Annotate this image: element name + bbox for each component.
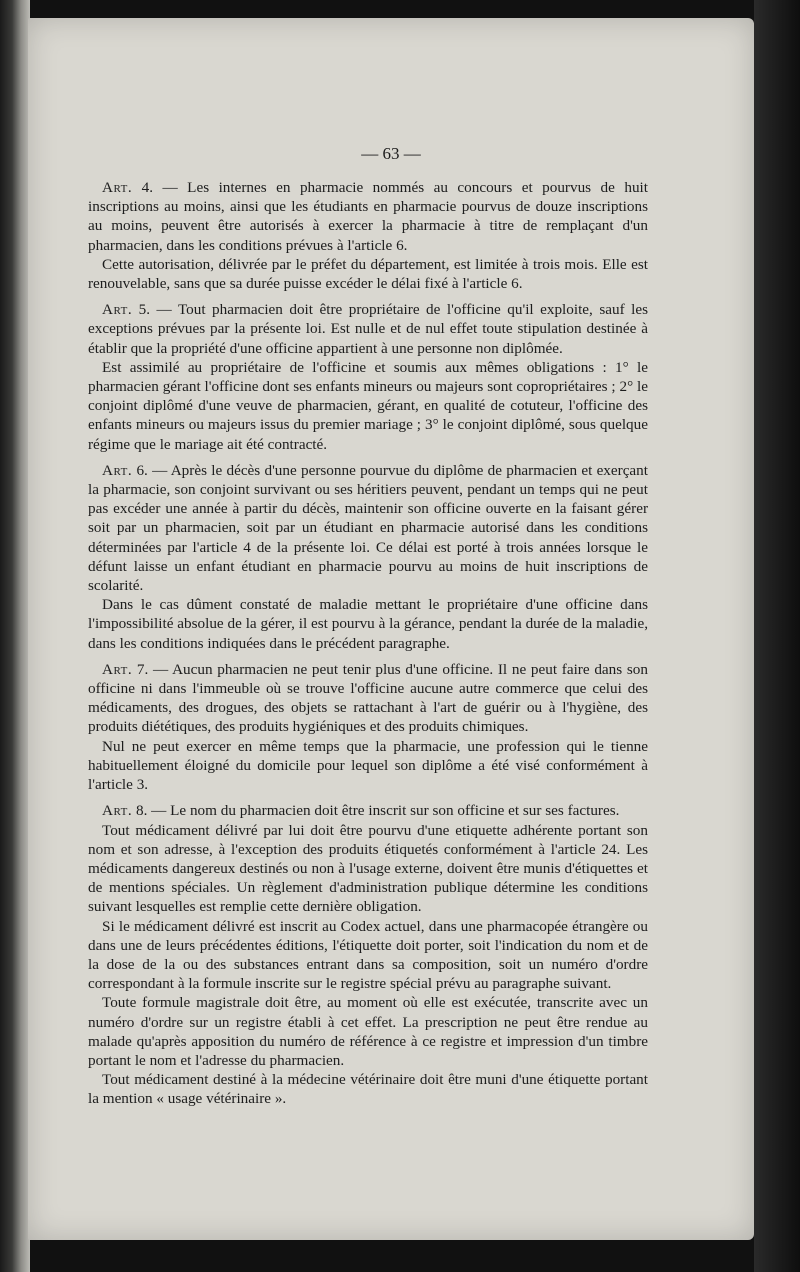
page-body <box>88 178 648 1116</box>
article-4 <box>88 178 648 293</box>
article-paragraph: Toute formule magistrale doit être, au moment où elle est exécutée, transcrite avec un numéro d'ordre sur un registre établi à cet effet. La prescription ne peut être rendue au malade qu'après apposition du numéro de référence à ce registre et impression d'un timbre portant le nom et l'adresse du pharmacien. <box>88 994 648 1069</box>
article-paragraph: Nul ne peut exercer en même temps que la pharmacie, une profession qui le tienne habituellement éloigné du domicile pour lequel son diplôme a été visé conformément à l'article 3. <box>88 737 648 794</box>
article-paragraph: Tout médicament délivré par lui doit être pourvu d'une etiquette adhérente portant son nom et son adresse, à l'exception des produits étiquetés conformément à l'article 24. Les médicaments dangereux destinés ou non à l'usage externe, doivent être munis d'étiquettes et de mentions spéciales. Un règlement d'administration publique détermine les conditions suivant lesquelles est remplie cette dernière obligation. <box>88 821 648 916</box>
article-label: Art. <box>102 179 133 196</box>
article-paragraph: Art. 7. — Aucun pharmacien ne peut tenir plus d'une officine. Il ne peut faire dans son officine ni dans l'immeuble où se trouve l'officine aucune autre commerce que celui des médicaments, des drogues, des objets se rattachant à l'art de guérir ou à l'hygiène, des produits diététiques, des produits hygiéniques et des produits chimiques. <box>88 660 648 736</box>
book-spine-edge <box>0 0 30 1272</box>
article-paragraph: Cette autorisation, délivrée par le préfet du département, est limitée à trois mois. Elle est renouvelable, sans que sa durée puisse excéder le délai fixé à l'article 6. <box>88 255 648 293</box>
article-label: Art. <box>102 802 133 820</box>
article-paragraph: Tout médicament destiné à la médecine vétérinaire doit être muni d'une étiquette portant la mention « usage vétérinaire ». <box>88 1071 648 1108</box>
article-paragraph: Art. 8. — Le nom du pharmacien doit être inscrit sur son officine et sur ses factures. <box>102 802 620 820</box>
book-page <box>28 18 754 1240</box>
article-paragraph: Art. 5. — Tout pharmacien doit être propriétaire de l'officine qu'il exploite, sauf les exceptions prévues par la présente loi. Est nulle et de nul effet toute stipulation destinée à établir que la propriété d'une officine appartient à une personne non diplômée. <box>88 301 648 357</box>
page-number: — 63 — <box>361 144 421 163</box>
article-label: Art. <box>102 461 133 479</box>
article-label: Art. <box>102 301 133 319</box>
article-paragraph: Dans le cas dûment constaté de maladie mettant le propriétaire d'une officine dans l'impossibilité absolue de la gérer, il est pourvu à la gérance, pendant la durée de la maladie, dans les conditions indiquées dans le précédent paragraphe. <box>88 596 648 652</box>
article-8 <box>88 801 648 1108</box>
article-paragraph: Est assimilé au propriétaire de l'officine et soumis aux mêmes obligations : 1° le pharmacien gérant l'officine dont ses enfants mineurs ou majeurs sont copropriétaires ; 2° le conjoint diplômé d'une veuve de pharmacien, gérant, en qualité de cotuteur, l'officine des enfants mineurs ou majeurs issus du premier mariage ; 3° le conjoint diplômé, sous quelque régime que le mariage ait été contracté. <box>88 358 648 453</box>
article-paragraph: Si le médicament délivré est inscrit au Codex actuel, dans une pharmacopée étrangère ou dans une de leurs précédentes éditions, l'étiquette doit porter, soit l'indication du nom et de la dose de la ou des substances entrant dans sa composition, soit un numéro d'ordre correspondant à la formule inscrite sur le registre spécial prévu au paragraphe suivant. <box>88 917 648 993</box>
article-paragraph: Art. 4. — Les internes en pharmacie nommés au concours et pourvus de huit inscriptions au moins, ainsi que les étudiants en pharmacie pourvus de douze inscriptions au moins, peuvent être autorisés à exercer la pharmacie à titre de remplaçant d'un pharmacien, dans les conditions prévues à l'article 6. <box>88 179 648 254</box>
article-7 <box>88 660 648 794</box>
article-label: Art. <box>102 660 133 678</box>
article-5 <box>88 300 648 454</box>
article-paragraph: Art. 6. — Après le décès d'une personne pourvue du diplôme de pharmacien et exerçant la pharmacie, son conjoint survivant ou ses héritiers peuvent, pendant un temps qui ne peut pas excéder une année à partir du décès, maintenir son officine ouverte en la faisant gérer soit par un pharmacien, soit par un étudiant en pharmacie autorisé dans les conditions déterminées par l'article 4 de la présente loi. Ce délai est porté à trois années lorsque le défunt laisse un enfant étudiant en pharmacie pourvu au moins de huit inscriptions de scolarité. <box>88 461 648 595</box>
scan-background <box>754 0 800 1272</box>
article-6 <box>88 461 648 653</box>
